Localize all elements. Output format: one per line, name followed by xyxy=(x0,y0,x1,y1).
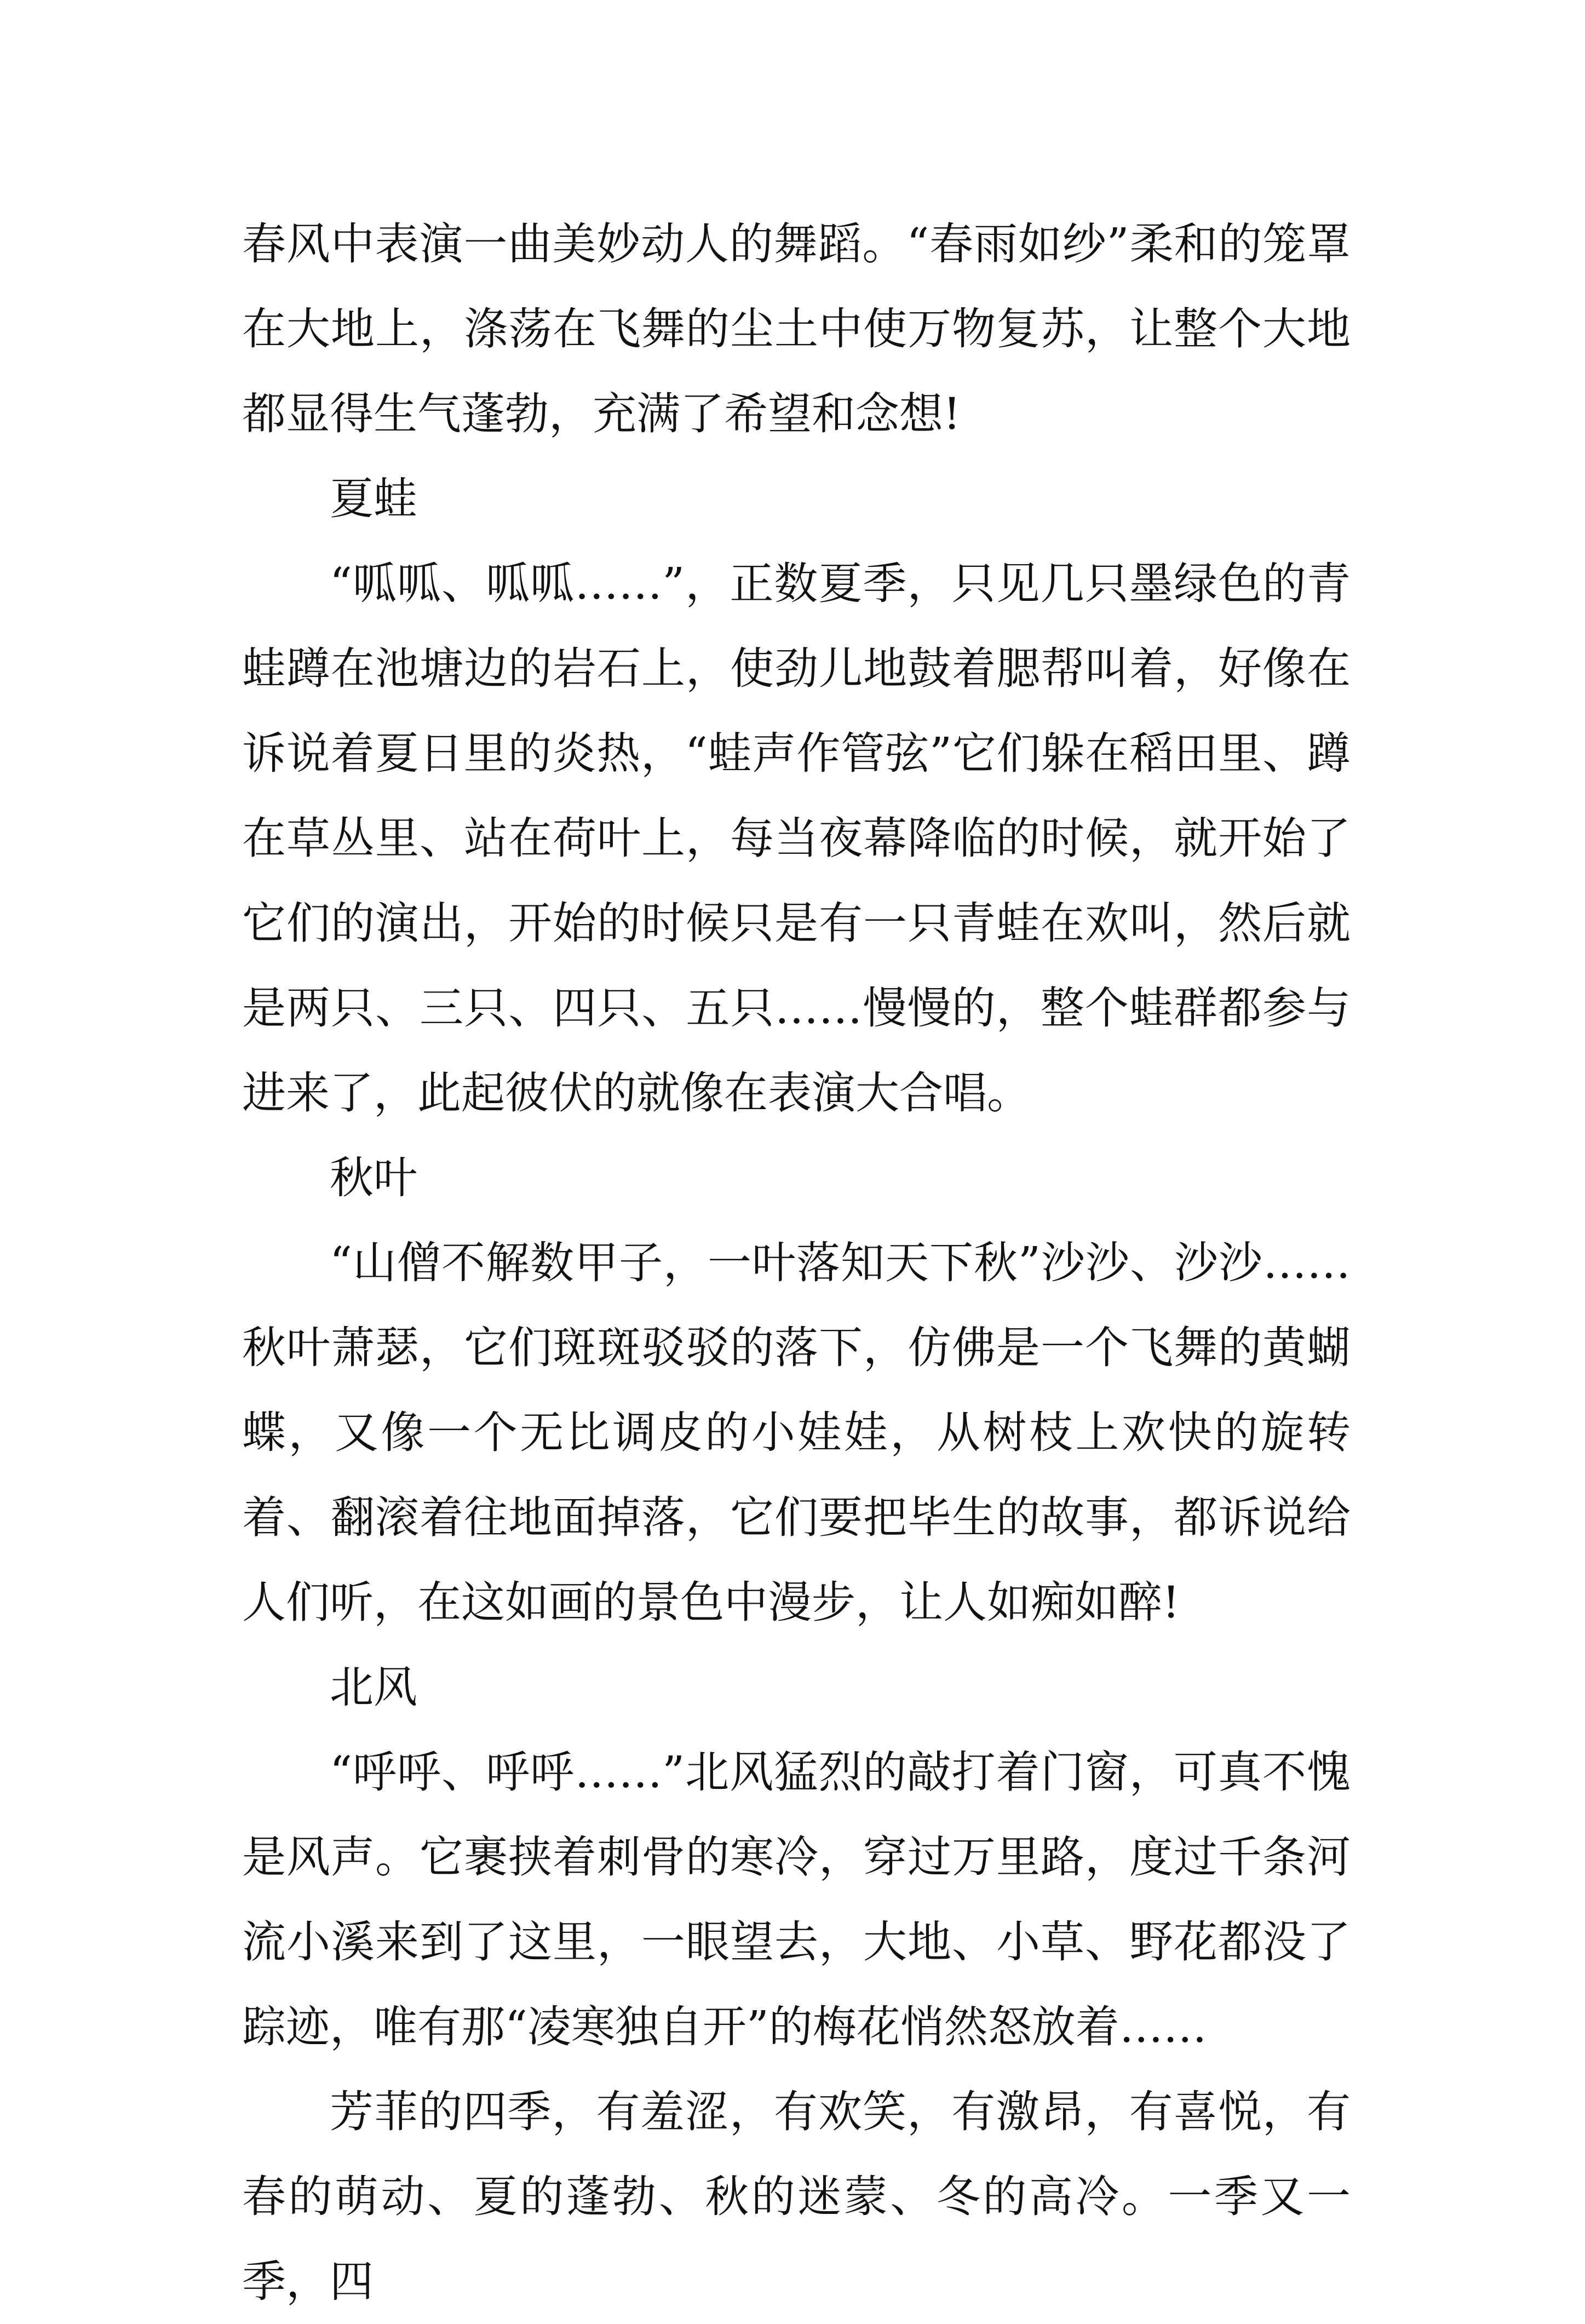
paragraph-autumn-leaf: “山僧不解数甲子，一叶落知天下秋”沙沙、沙沙……秋叶萧瑟，它们斑斑驳驳的落下，仿佛是一个飞舞的黄蝴蝶，又像一个无比调皮的小娃娃，从树枝上欢快的旋转着、翻滚着往地面掉落，它们要把毕生的故事，都诉说给人们听，在这如画的景色中漫步，让人如痴如醉! xyxy=(242,1237,1351,1628)
paragraph-spring-rain: 春风中表演一曲美妙动人的舞蹈。“春雨如纱”柔和的笼罩在大地上，涤荡在飞舞的尘土中使万物复苏，让整个大地都显得生气蓬勃，充满了希望和念想! xyxy=(242,219,1351,439)
document-body xyxy=(242,202,1351,2324)
heading-summer-frog: 夏蛙 xyxy=(330,473,417,524)
paragraph-summer-frog: “呱呱、呱呱……”，正数夏季，只见几只墨绿色的青蛙蹲在池塘边的岩石上，使劲儿地鼓着腮帮叫着，好像在诉说着夏日里的炎热，“蛙声作管弦”它们躲在稻田里、蹲在草丛里、站在荷叶上，每当夜幕降临的时候，就开始了它们的演出，开始的时候只是有一只青蛙在欢叫，然后就是两只、三只、四只、五只……慢慢的，整个蛙群都参与进来了，此起彼伏的就像在表演大合唱。 xyxy=(242,558,1351,1118)
heading-autumn-leaf: 秋叶 xyxy=(330,1152,417,1203)
paragraph-north-wind: “呼呼、呼呼……”北风猛烈的敲打着门窗，可真不愧是风声。它裹挟着刺骨的寒冷，穿过万里路，度过千条河流小溪来到了这里，一眼望去，大地、小草、野花都没了踪迹，唯有那“凌寒独自开”的梅花悄然怒放着…… xyxy=(242,1747,1351,2052)
heading-north-wind: 北风 xyxy=(330,1662,417,1713)
paragraph-four-seasons: 芳菲的四季，有羞涩，有欢笑，有激昂，有喜悦，有春的萌动、夏的蓬勃、秋的迷蒙、冬的高冷。一季又一季，四 xyxy=(242,2086,1351,2307)
